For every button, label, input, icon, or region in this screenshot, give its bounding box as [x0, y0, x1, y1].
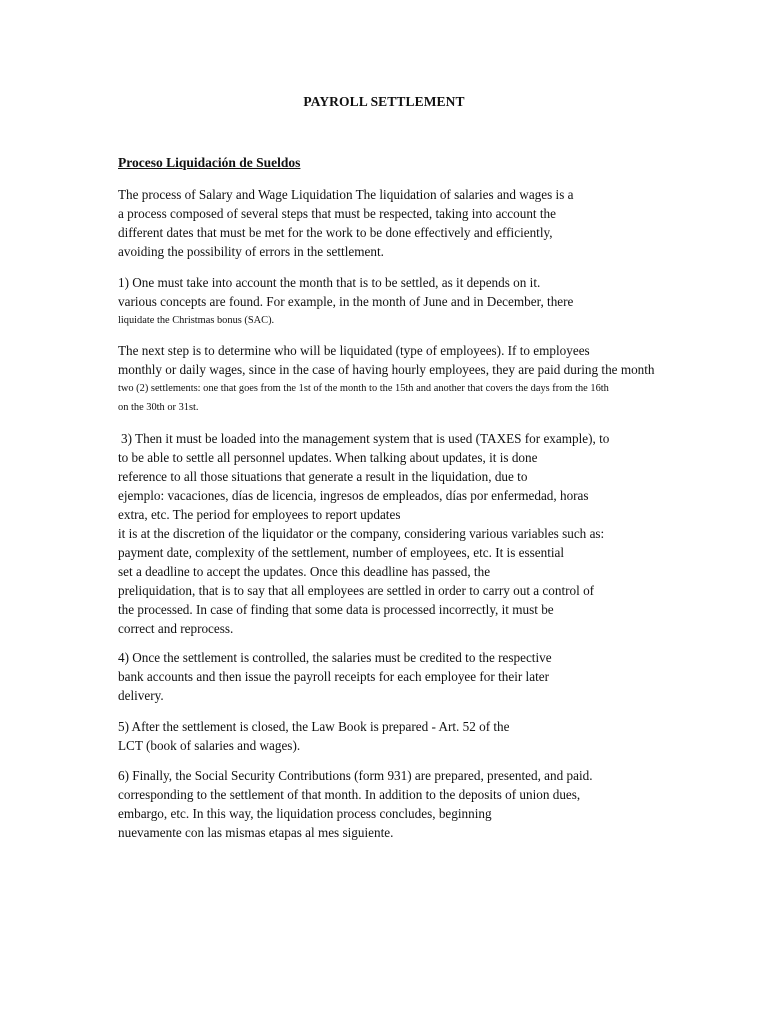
text-line: LCT (book of salaries and wages).	[118, 738, 301, 753]
text-line: liquidate the Christmas bonus (SAC).	[118, 315, 275, 326]
text-line: the processed. In case of finding that some data is processed incorrectly, it must be	[118, 602, 554, 617]
text-line: 4) Once the settlement is controlled, the salaries must be credited to the respective	[118, 650, 552, 665]
text-line: preliquidation, that is to say that all employees are settled in order to carry out a control of	[118, 583, 595, 598]
text-line: to be able to settle all personnel updates. When talking about updates, it is done	[118, 450, 538, 465]
text-line: two (2) settlements: one that goes from the 1st of the month to the 15th and another that covers the days from the 16th	[118, 383, 609, 394]
text-line: 3) Then it must be loaded into the management system that is used (TAXES for example), to	[121, 431, 610, 446]
section-heading: Proceso Liquidación de Sueldos	[118, 155, 301, 170]
paragraph-step-6	[118, 766, 678, 842]
text-line: correct and reprocess.	[118, 621, 234, 636]
text-line: 5) After the settlement is closed, the Law Book is prepared - Art. 52 of the	[118, 719, 510, 734]
paragraph-step-2	[118, 341, 678, 417]
text-line: embargo, etc. In this way, the liquidation process concludes, beginning	[118, 806, 492, 821]
text-line: nuevamente con las mismas etapas al mes siguiente.	[118, 825, 394, 840]
text-line: monthly or daily wages, since in the case of having hourly employees, they are paid during the month	[118, 362, 655, 377]
document-title: PAYROLL SETTLEMENT	[303, 94, 465, 109]
text-line: bank accounts and then issue the payroll receipts for each employee for their later	[118, 669, 549, 684]
paragraph-step-3	[118, 429, 678, 638]
text-line: on the 30th or 31st.	[118, 402, 199, 413]
text-line: The process of Salary and Wage Liquidation The liquidation of salaries and wages is a	[118, 187, 574, 202]
text-line: reference to all those situations that generate a result in the liquidation, due to	[118, 469, 528, 484]
paragraph-step-5	[118, 717, 678, 755]
text-line: various concepts are found. For example, in the month of June and in December, there	[118, 294, 574, 309]
text-line: 1) One must take into account the month that is to be settled, as it depends on it.	[118, 275, 541, 290]
paragraph-step-1	[118, 273, 678, 330]
paragraph-intro	[118, 185, 678, 261]
text-line: ejemplo: vacaciones, días de licencia, ingresos de empleados, días por enfermedad, horas	[118, 488, 589, 503]
text-line: it is at the discretion of the liquidator or the company, considering various variables such as:	[118, 526, 605, 541]
text-line: avoiding the possibility of errors in the settlement.	[118, 244, 384, 259]
text-line: The next step is to determine who will be liquidated (type of employees). If to employees	[118, 343, 590, 358]
text-line: 6) Finally, the Social Security Contributions (form 931) are prepared, presented, and paid.	[118, 768, 593, 783]
text-line: delivery.	[118, 688, 164, 703]
text-line: set a deadline to accept the updates. Once this deadline has passed, the	[118, 564, 491, 579]
text-line: payment date, complexity of the settlement, number of employees, etc. It is essential	[118, 545, 565, 560]
text-line: corresponding to the settlement of that month. In addition to the deposits of union dues,	[118, 787, 581, 802]
text-line: different dates that must be met for the work to be done effectively and efficiently,	[118, 225, 553, 240]
paragraph-step-4	[118, 648, 678, 705]
text-line: extra, etc. The period for employees to report updates	[118, 507, 401, 522]
text-line: a process composed of several steps that must be respected, taking into account the	[118, 206, 556, 221]
